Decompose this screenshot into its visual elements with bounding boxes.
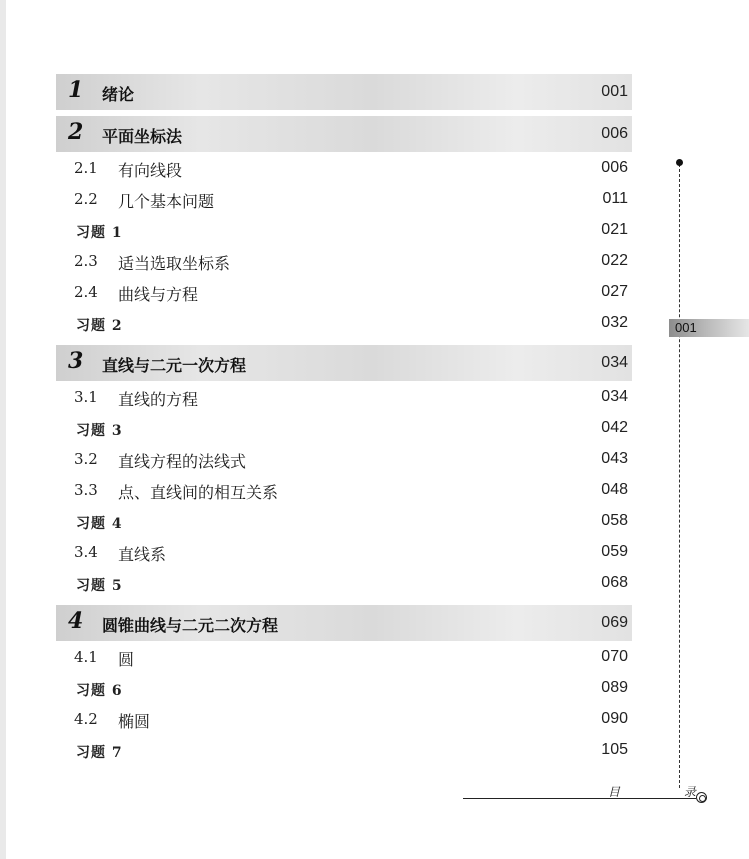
page-number: 048 xyxy=(601,481,628,498)
page-number: 006 xyxy=(601,125,628,142)
section-number: 3.4 xyxy=(74,543,98,561)
page-number: 058 xyxy=(601,512,628,529)
section-number: 3.3 xyxy=(74,481,98,499)
page-number: 006 xyxy=(601,159,628,176)
toc-exercise[interactable] xyxy=(56,215,632,246)
toc-section[interactable] xyxy=(56,246,632,277)
toc-section[interactable] xyxy=(56,642,632,673)
margin-dashed-line xyxy=(679,164,680,788)
toc-chapter[interactable] xyxy=(56,345,632,381)
toc-section[interactable] xyxy=(56,153,632,184)
toc-exercise[interactable] xyxy=(56,413,632,444)
toc-chapter[interactable] xyxy=(56,74,632,110)
chapter-number: 1 xyxy=(68,77,84,103)
page-number: 027 xyxy=(601,283,628,300)
toc-section[interactable] xyxy=(56,704,632,735)
toc-section[interactable] xyxy=(56,382,632,413)
chapter-title: 绪论 xyxy=(102,85,135,104)
section-number: 3.2 xyxy=(74,450,98,468)
section-number: 2.1 xyxy=(74,159,98,177)
exercise-title: 习题 1 xyxy=(76,225,123,241)
section-title: 曲线与方程 xyxy=(118,285,199,304)
section-number: 2.3 xyxy=(74,252,98,270)
toc-chapter[interactable] xyxy=(56,605,632,641)
section-title: 点、直线间的相互关系 xyxy=(118,483,279,502)
chapter-title: 直线与二元一次方程 xyxy=(102,356,247,375)
chapter-title: 平面坐标法 xyxy=(102,127,183,146)
page-number: 043 xyxy=(601,450,628,467)
page-number: 090 xyxy=(601,710,628,727)
toc-section[interactable] xyxy=(56,277,632,308)
toc-exercise[interactable] xyxy=(56,735,632,766)
exercise-title: 习题 4 xyxy=(76,516,123,532)
margin-dot-marker xyxy=(676,159,683,166)
footer-label: 目 录 xyxy=(608,785,726,799)
toc-exercise[interactable] xyxy=(56,568,632,599)
exercise-title: 习题 3 xyxy=(76,423,123,439)
toc-section[interactable] xyxy=(56,475,632,506)
section-title: 几个基本问题 xyxy=(118,192,215,211)
toc-exercise[interactable] xyxy=(56,308,632,339)
toc-exercise[interactable] xyxy=(56,673,632,704)
section-title: 适当选取坐标系 xyxy=(118,254,231,273)
exercise-title: 习题 5 xyxy=(76,578,123,594)
section-number: 2.2 xyxy=(74,190,98,208)
page-number: 011 xyxy=(602,190,628,207)
toc-section[interactable] xyxy=(56,537,632,568)
page-number: 089 xyxy=(601,679,628,696)
toc-section[interactable] xyxy=(56,184,632,215)
page-number: 070 xyxy=(601,648,628,665)
section-title: 直线系 xyxy=(118,545,167,564)
exercise-title: 习题 7 xyxy=(76,745,123,761)
page-number: 001 xyxy=(601,83,628,100)
chapter-number: 2 xyxy=(68,119,84,145)
page-number: 032 xyxy=(601,314,628,331)
page-number: 069 xyxy=(601,614,628,631)
chapter-number: 4 xyxy=(68,608,84,634)
page-number: 068 xyxy=(601,574,628,591)
section-number: 3.1 xyxy=(74,388,98,406)
page-number: 059 xyxy=(601,543,628,560)
page-number: 105 xyxy=(601,741,628,758)
page-number: 034 xyxy=(601,354,628,371)
exercise-title: 习题 6 xyxy=(76,683,123,699)
toc-exercise[interactable] xyxy=(56,506,632,537)
section-title: 有向线段 xyxy=(118,161,183,180)
page-number-tab-text: 001 xyxy=(675,320,697,335)
page-number: 034 xyxy=(601,388,628,405)
page-number-tab xyxy=(669,319,749,337)
toc-section[interactable] xyxy=(56,444,632,475)
chapter-title: 圆锥曲线与二元二次方程 xyxy=(102,616,279,635)
table-of-contents xyxy=(56,74,632,766)
page-number: 022 xyxy=(601,252,628,269)
section-title: 圆 xyxy=(118,650,135,669)
chapter-number: 3 xyxy=(68,348,84,374)
section-number: 2.4 xyxy=(74,283,98,301)
page-left-edge xyxy=(0,0,6,859)
toc-chapter[interactable] xyxy=(56,116,632,152)
page-number: 042 xyxy=(601,419,628,436)
section-number: 4.1 xyxy=(74,648,98,666)
page-number: 021 xyxy=(601,221,628,238)
section-number: 4.2 xyxy=(74,710,98,728)
exercise-title: 习题 2 xyxy=(76,318,123,334)
section-title: 椭圆 xyxy=(118,712,151,731)
section-title: 直线的方程 xyxy=(118,390,199,409)
section-title: 直线方程的法线式 xyxy=(118,452,247,471)
